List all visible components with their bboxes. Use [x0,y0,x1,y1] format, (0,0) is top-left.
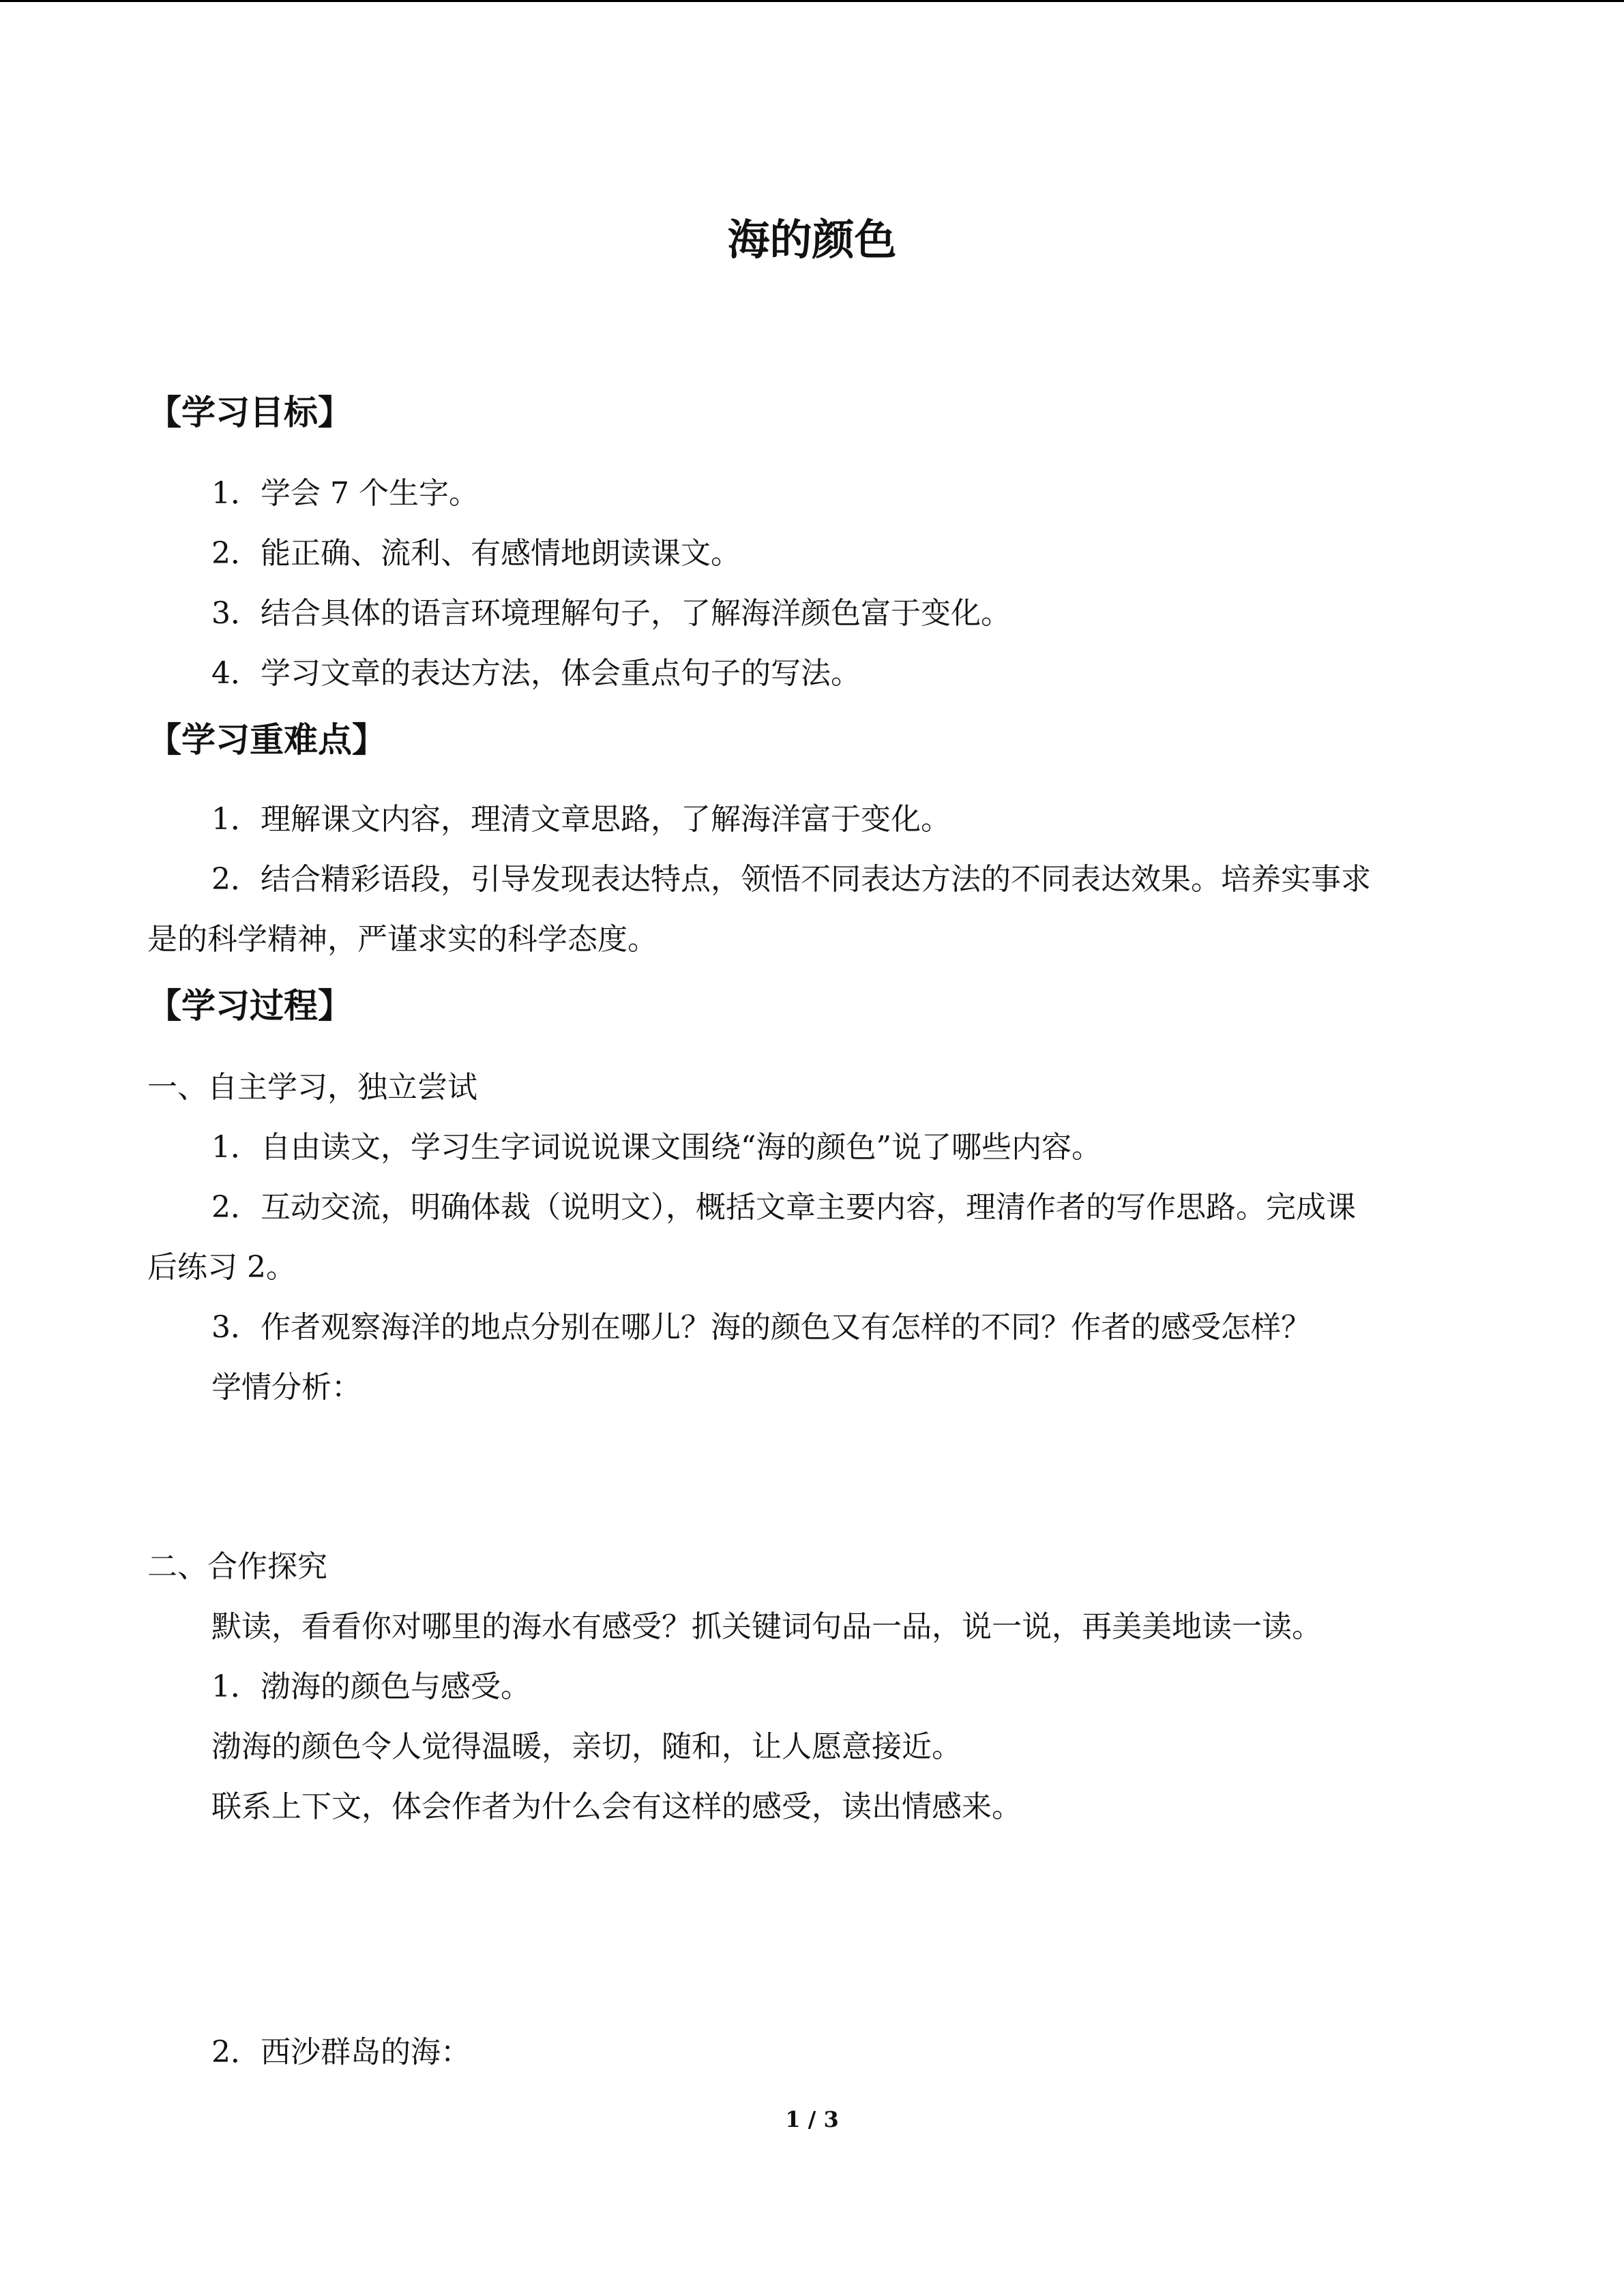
section-heading-key-points: 【学习重难点】 [147,720,386,760]
process-question-continuation: 后练习 2。 [147,1250,296,1285]
process-instruction: 默读，看看你对哪里的海水有感受？抓关键词句品一品，说一说，再美美地读一读。 [211,1609,1322,1644]
section-heading-process: 【学习过程】 [147,986,352,1026]
key-point-item: 1．理解课文内容，理清文章思路，了解海洋富于变化。 [211,802,951,837]
process-question: 1．自由读文，学习生字词说说课文围绕“海的颜色”说了哪些内容。 [211,1130,1102,1165]
process-quote: 渤海的颜色令人觉得温暖，亲切，随和，让人愿意接近。 [211,1729,962,1764]
process-question: 2．西沙群岛的海： [211,2035,471,2070]
key-point-item-continuation: 是的科学精神，严谨求实的科学态度。 [147,922,658,957]
process-task: 联系上下文，体会作者为什么会有这样的感受，读出情感来。 [211,1789,1022,1824]
section-heading-goals: 【学习目标】 [147,393,352,432]
analysis-label: 学情分析： [211,1370,361,1405]
goal-item: 3．结合具体的语言环境理解句子，了解海洋颜色富于变化。 [211,596,1011,631]
page-title: 海的颜色 [727,215,897,265]
process-question: 2．互动交流，明确体裁（说明文），概括文章主要内容，理清作者的写作思路。完成课 [211,1190,1356,1225]
process-part1-title: 一、自主学习，独立尝试 [147,1070,477,1105]
goal-item: 2．能正确、流利、有感情地朗读课文。 [211,536,741,571]
process-question: 1．渤海的颜色与感受。 [211,1669,531,1704]
goal-item: 1．学会 7 个生字。 [211,476,479,511]
process-question: 3．作者观察海洋的地点分别在哪儿？海的颜色又有怎样的不同？作者的感受怎样？ [211,1310,1311,1345]
goal-item: 4．学习文章的表达方法，体会重点句子的写法。 [211,656,861,691]
key-point-item: 2．结合精彩语段，引导发现表达特点，领悟不同表达方法的不同表达效果。培养实事求 [211,862,1371,897]
page-number: 1 / 3 [785,2106,839,2132]
process-part2-title: 二、合作探究 [147,1549,327,1584]
